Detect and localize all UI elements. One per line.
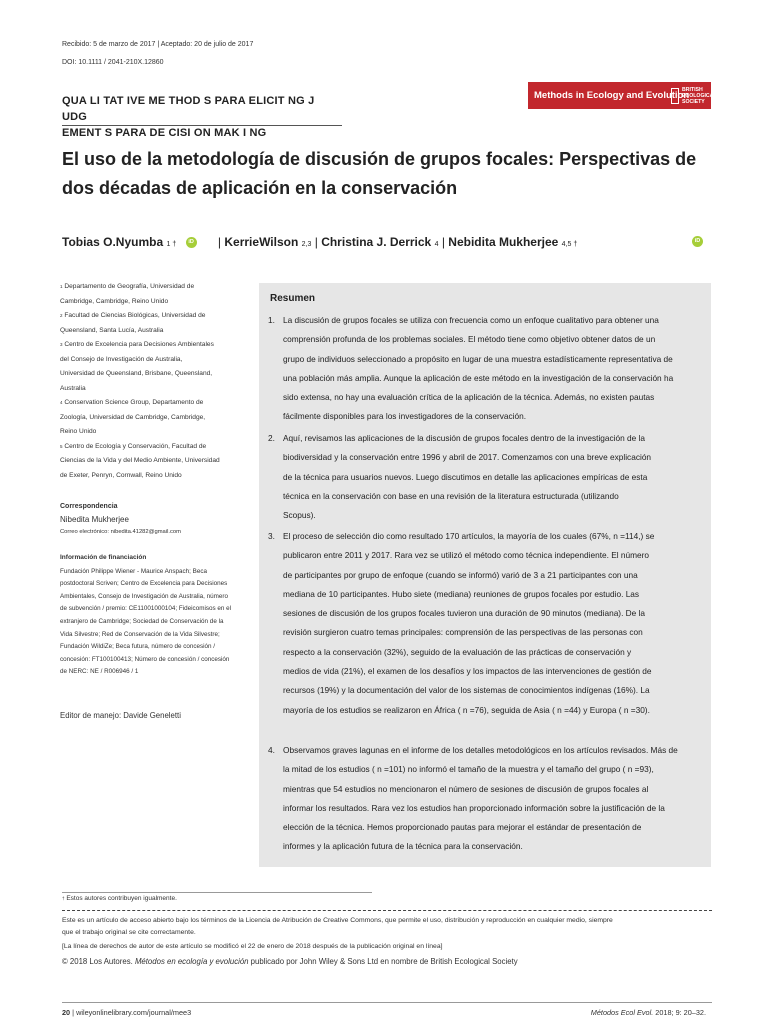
affiliation-line: Australia (60, 384, 86, 392)
affiliation-line: Cambridge, Cambridge, Reino Unido (60, 297, 169, 305)
abstract-number: 2. (268, 433, 275, 443)
abstract-line: publicaron entre 2011 y 2017. Rara vez se utilizó el método como técnica independiente. El número (283, 550, 650, 561)
abstract-line: elección de la técnica. Hemos proporcionado pautas para mejorar el estándar de presentación de (283, 822, 642, 833)
abstract-line: comprensión profunda de los problemas sociales. El método tiene como objetivo obtener datos de un (283, 334, 656, 345)
affiliation-line: de Exeter, Penryn, Cornwall, Reino Unido (60, 471, 182, 479)
page-number: 20 (62, 1008, 71, 1017)
author-separator: | (217, 235, 222, 249)
article-title (62, 145, 722, 203)
funding-line: extranjero de Cambridge; Sociedad de Conservación de la (60, 617, 224, 625)
affiliation-item: 4 Conservation Science Group, Departamento de (60, 399, 204, 406)
author-affiliation: 4,5 † (561, 241, 578, 248)
abstract-heading: Resumen (270, 293, 316, 304)
license-note (62, 915, 712, 939)
correspondence-name: Nibedita Mukherjee (60, 515, 129, 524)
abstract-number: 4. (268, 745, 275, 755)
society-mark-icon (671, 88, 679, 104)
affiliation-item: 5 Centro de Ecología y Conservación, Facultad de (60, 442, 207, 450)
footnote-rule (62, 892, 372, 893)
abstract-number: 1. (268, 315, 275, 325)
abstract-line: técnica en la conservación con base en una revisión de la literatura estructurada (utilizando (283, 490, 619, 501)
equal-contribution-note: † Estos autores contribuyen igualmente. (62, 895, 177, 902)
abstract-line: revisión surgieron cuatro temas principales: comprensión de las perspectivas de las personas con (283, 627, 643, 638)
affiliation-line: Universidad de Queensland, Brisbane, Queensland, (60, 370, 213, 377)
affiliation-line: del Consejo de Investigación de Australia, (60, 355, 183, 363)
correspondence (60, 500, 245, 539)
abstract-item-1 (268, 311, 704, 427)
abstract-line: respecto a la conservación (32%), seguido de la evaluación de las prácticas de conservación y (283, 646, 632, 657)
author-name: Nebidita Mukherjee (448, 235, 559, 249)
journal-logo (528, 82, 717, 109)
footer-citation: Métodos Ecol Evol. 2018; 9: 20–32. (590, 1008, 706, 1017)
affiliations (60, 280, 245, 483)
doi: DOI: 10.1111 / 2041-210X.12860 (62, 59, 164, 66)
abstract-line: El proceso de selección dio como resultado 170 artículos, la mayoría de los cuales (67%, n =114,) se (283, 531, 655, 541)
abstract-line: La discusión de grupos focales se utiliza con frecuencia como un enfoque cualitativo para obtener una (283, 315, 659, 325)
title-line-1: El uso de la metodología de discusión de grupos focales: Perspectivas de (62, 149, 697, 169)
license-divider (62, 910, 712, 911)
correspondence-heading: Correspondencia (60, 503, 118, 510)
author-affiliation: 1 † (166, 241, 177, 248)
modification-note: [La línea de derechos de autor de este artículo se modificó el 22 de enero de 2018 después de la publicación original en línea] (62, 943, 443, 950)
abstract-item-2 (268, 429, 704, 525)
orcid-icon[interactable]: iD (186, 237, 197, 248)
title-line-2: dos décadas de aplicación en la conservación (62, 178, 458, 198)
society-line-2: ECOLOGICAL (682, 92, 717, 99)
abstract-line: una población más amplia. Aunque la aplicación de este método en la investigación de la conservación ha (283, 372, 674, 383)
abstract-line: recursos (19%) y la documentación del valor de los sistemas de conocimientos indígenas (16%). La (283, 685, 650, 696)
author-name: Tobias O.Nyumba (62, 235, 164, 249)
footer-left: 20 | wileyonlinelibrary.com/journal/mee3 (62, 1008, 192, 1017)
author-name: Christina J. Derrick (321, 235, 432, 249)
author-separator: | (441, 235, 445, 249)
abstract-line: mayoría de los estudios se realizaron en África ( n =76), seguida de Asia ( n =44) y Europa ( n =30). (283, 704, 650, 715)
funding-line: Fundación WildiZe; Beca futura, número de concesión / (60, 643, 216, 651)
abstract-line: medios de vida (21%), el examen de los desafíos y los impactos de las intervenciones de gestión de (283, 666, 652, 677)
abstract-line: sesiones de discusión de los grupos focales tuvieron una duración de 90 minutos (mediana). De la (283, 608, 646, 619)
received-date: Recibido: 5 de marzo de 2017 | Aceptado: 20 de julio de 2017 (62, 41, 254, 48)
journal-url[interactable]: wileyonlinelibrary.com/journal/mee3 (76, 1008, 192, 1017)
copyright-line: © 2018 Los Autores. Métodos en ecología y evolución publicado por John Wiley & Sons Ltd en nombre de British Ecological Society (62, 957, 518, 966)
affiliation-line: Ciencias de la Vida y del Medio Ambiente, Universidad (60, 457, 220, 464)
funding-line: concesión: FT100100413; Número de concesión / concesión (60, 655, 230, 663)
abstract-number: 3. (268, 531, 275, 541)
funding-line: Vida Silvestre; Red de Conservación de la Vida Silvestre; (60, 630, 220, 638)
abstract-line: mediana de 10 participantes. Hubo siete (mediana) reuniones de grupos focales por estudio. Las (283, 588, 640, 599)
abstract-line: mientras que 54 estudios no mencionaron el número de sesiones de discusión de grupos focales al (283, 783, 649, 794)
affiliation-item: 2 Facultad de Ciencias Biológicas, Universidad de (60, 312, 206, 319)
abstract-line: de participantes por grupo de enfoque (cuando se informó) varió de 3 a 21 participantes con una (283, 569, 638, 580)
abstract-item-4 (268, 741, 704, 857)
abstract-line: la mitad de los estudios ( n =101) no informó el tamaño de la muestra y el tamaño del grupo ( n =93), (283, 764, 654, 775)
abstract-line: sido extensa, no hay una evaluación crítica de la aplicación de la técnica. Además, no existen pautas (283, 392, 655, 403)
affiliation-line: Queensland, Santa Lucía, Australia (60, 326, 164, 334)
abstract-line: Scopus). (283, 510, 316, 521)
affiliation-item: 3 Centro de Excelencia para Decisiones Ambientales (60, 341, 214, 348)
author-affiliation: 4 (434, 241, 439, 248)
abstract-line: fácilmente disponibles para los investigadores de la conservación. (283, 411, 527, 422)
society-line-1: BRITISH (682, 86, 703, 93)
series-line-2: EMENT S PARA DE CISI ON MAK I NG (62, 127, 267, 139)
funding-line: postdoctoral Scriven; Centro de Excelencia para Decisiones (60, 580, 228, 588)
abstract-line: grupo de individuos seleccionado a propósito en lugar de una muestra estadísticamente representativa de (283, 353, 673, 364)
author-name: KerrieWilson (224, 235, 299, 249)
funding-heading: Información de financiación (60, 554, 147, 561)
correspondence-email[interactable]: Correo electrónico: nibedita.41282@gmail.com (60, 529, 181, 535)
funding-line: de subvención / premio: CE11001000104; Fideicomisos en el (60, 605, 232, 613)
society-line-3: SOCIETY (682, 98, 705, 105)
license-line: Este es un artículo de acceso abierto bajo los términos de la Licencia de Atribución de Creative Commons, que permite el uso, distribución y reproducción en cualquier medio, siempre (62, 917, 613, 924)
handling-editor: Editor de manejo: Davide Geneletti (60, 711, 181, 720)
affiliation-line: Reino Unido (60, 428, 97, 435)
funding-line: Fundación Philippe Wiener - Maurice Anspach; Beca (60, 567, 208, 575)
affiliation-line: Zoología, Universidad de Cambridge, Cambridge, (60, 413, 206, 421)
abstract-line: de la técnica para usuarios nuevos. Luego discutimos en detalle las aplicaciones empíricas de esta (283, 471, 648, 482)
series-line-1: QUA LI TAT IVE ME THOD S PARA ELICIT NG J UDG (62, 95, 315, 123)
funding-line: de NERC: NE / R006946 / 1 (60, 668, 139, 676)
abstract-line: informes y la aplicación futura de la técnica para la conservación. (283, 841, 523, 852)
abstract-line: informar los resultados. Rara vez los estudios han proporcionado información sobre la justificación de la (283, 802, 665, 813)
abstract-line: Observamos graves lagunas en el informe de los detalles metodológicos en los artículos revisados. Más de (283, 745, 678, 755)
footer-rule (62, 1002, 712, 1003)
journal-name: Methods in Ecology and Evolution (534, 90, 690, 101)
author-affiliation: 2,3 (301, 241, 312, 248)
author-separator: | (314, 235, 318, 249)
affiliation-item: 1 Departamento de Geografía, Universidad de (60, 283, 195, 290)
author-list (62, 235, 722, 249)
funding-info (60, 552, 245, 679)
license-line: que el trabajo original se cite correctamente. (62, 929, 196, 936)
society-logo (671, 87, 717, 105)
series-heading (62, 93, 342, 141)
abstract-line: biodiversidad y la conservación entre 1996 y abril de 2017. Comenzamos con una breve explicación (283, 452, 652, 463)
funding-line: Ambientales, Consejo de Investigación de Australia, número (60, 592, 229, 600)
orcid-icon[interactable]: iD (692, 236, 703, 247)
abstract-line: Aquí, revisamos las aplicaciones de la discusión de grupos focales dentro de la investigación de la (283, 433, 646, 443)
series-underline (62, 125, 342, 126)
abstract-item-3 (268, 527, 704, 720)
